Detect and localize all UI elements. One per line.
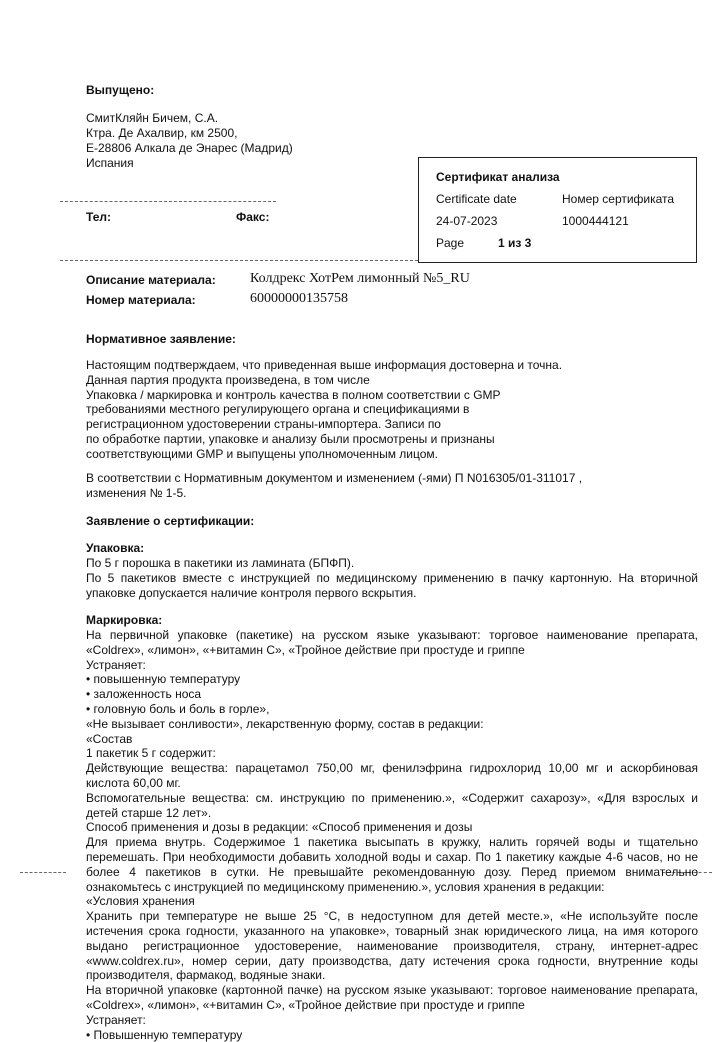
labeling-line: • головную боль и боль в горле»,	[86, 701, 270, 716]
separator-line	[60, 201, 276, 202]
labeling-line: • повышенную температуру	[86, 672, 241, 687]
normative-line: Данная партия продукта произведена, в том числе	[86, 372, 370, 387]
normative-body	[86, 358, 698, 462]
normative-document	[86, 471, 698, 501]
certificate-date-label: Certificate date	[436, 192, 517, 206]
normative-doc-line: В соответствии с Нормативным документом и изменением (-ями) П N016305/01-311017 ,	[86, 471, 583, 485]
issuer-address	[86, 111, 293, 171]
labeling-line: Действующие вещества: парацетамол 750,00 мг, фенилэфрина гидрохлорид 10,00 мг и аскорбиновая	[86, 761, 698, 776]
labeling-line: ознакомьтесь с инструкцией по медицинскому применению.», условия хранения в редакции:	[86, 879, 605, 894]
page-value: 1 из 3	[498, 236, 532, 250]
labeling-line: производителя, фармакод, водяные знаки.	[86, 968, 326, 983]
margin-mark	[20, 872, 66, 873]
labeling-line: «Условия хранения	[86, 894, 195, 909]
packaging-heading: Упаковка:	[86, 541, 145, 555]
normative-heading: Нормативное заявление:	[86, 332, 236, 346]
labeling-line: На вторичной упаковке (картонной пачке) на русском языке указывают: торговое наименование препарата,	[86, 983, 698, 998]
issuer-heading: Выпущено:	[86, 83, 155, 97]
fax-label: Факс:	[236, 210, 270, 224]
separator-line	[60, 260, 418, 261]
normative-line: соответствующими GMP и выпущены уполномоченным лицом.	[86, 446, 439, 461]
labeling-line: «Не вызывает сонливости», лекарственную форму, состав в редакции:	[86, 716, 484, 731]
packaging-line: упаковке допускается наличие контроля первого вскрытия.	[86, 585, 417, 600]
labeling-line: «Состав	[86, 731, 133, 746]
labeling-line: Устраняет:	[86, 1012, 146, 1027]
labeling-line: • Повышенную температуру	[86, 1027, 243, 1042]
issuer-line: Ктра. Де Ахалвир, км 2500,	[86, 126, 238, 140]
labeling-line: Хранить при температуре не выше 25 °С, в недоступном для детей месте.», «Не используйте после	[86, 909, 698, 924]
labeling-line: • заложенность носа	[86, 687, 202, 702]
labeling-line: кислота 60,00 мг.	[86, 775, 181, 790]
labeling-line: детей старше 12 лет».	[86, 805, 212, 820]
normative-line: Настоящим подтверждаем, что приведенная выше информация достоверна и точна.	[86, 358, 563, 372]
labeling-line: перемешать. При необходимости добавить холодной воды и сахар. По 1 пакетику каждые 4-6 часов, но не	[86, 849, 698, 864]
labeling-line: более 4 пакетиков в сутки. Не превышайте рекомендованную дозу. Перед приемом внимательно	[86, 864, 698, 879]
normative-doc-line: изменения № 1-5.	[86, 485, 187, 500]
material-description-value: Колдрекс ХотРем лимонный №5_RU	[250, 271, 470, 286]
certificate-title: Сертификат анализа	[436, 170, 560, 184]
material-number-label: Номер материала:	[86, 293, 196, 307]
packaging-body	[86, 556, 698, 600]
labeling-heading: Маркировка:	[86, 613, 163, 627]
issuer-line: СмитКляйн Бичем, С.А.	[86, 111, 219, 125]
labeling-body	[86, 628, 698, 1042]
labeling-line: Способ применения и дозы в редакции: «Способ применения и дозы	[86, 820, 473, 835]
certification-heading: Заявление о сертификации:	[86, 514, 255, 528]
issuer-line: E-28806 Алкала де Энарес (Мадрид)	[86, 141, 293, 155]
certificate-number-label: Номер сертификата	[562, 192, 675, 206]
labeling-line: На первичной упаковке (пакетике) на русском языке указывают: торговое наименование препарата,	[86, 628, 698, 642]
certificate-number-value: 1000444121	[562, 214, 629, 228]
issuer-line: Испания	[86, 156, 134, 170]
tel-label: Тел:	[86, 210, 112, 224]
labeling-line: «Coldrex», «лимон», «+витамин С», «Тройное действие при простуде и гриппе	[86, 642, 525, 657]
page-label: Page	[436, 236, 465, 250]
labeling-line: 1 пакетик 5 г содержит:	[86, 746, 216, 761]
labeling-line: истечения срока годности, указанного на упаковке», товарный знак юридического лица, на имя которого	[86, 923, 698, 938]
packaging-line: По 5 г порошка в пакетики из ламината (БПФП).	[86, 556, 355, 570]
material-description-label: Описание материала:	[86, 273, 216, 287]
certificate-box	[418, 157, 697, 263]
normative-line: регистрационном удостоверении страны-импортера. Записи по	[86, 417, 441, 432]
labeling-line: Вспомогательные вещества: см. инструкцию по применению.», «Содержит сахарозу», «Для взрослых и	[86, 790, 698, 805]
normative-line: по обработке партии, упаковке и анализу были просмотрены и признаны	[86, 431, 495, 446]
labeling-line: выдано регистрационное удостоверение, наименование производителя, страну, интернет-адрес	[86, 938, 698, 953]
packaging-line: По 5 пакетиков вместе с инструкцией по медицинскому применению в пачку картонную. На вторичной	[86, 570, 698, 585]
labeling-line: Для приема внутрь. Содержимое 1 пакетика высыпать в кружку, налить горячей воды и тщательно	[86, 835, 698, 850]
material-number-value: 60000000135758	[250, 291, 348, 306]
certificate-date-value: 24-07-2023	[436, 214, 498, 228]
normative-line: требованиями местного регулирующего органа и спецификациями в	[86, 402, 470, 417]
labeling-line: Устраняет:	[86, 657, 146, 672]
labeling-line: «Coldrex», «лимон», «+витамин С», «Тройное действие при простуде и гриппе	[86, 997, 525, 1012]
normative-line: Упаковка / маркировка и контроль качества в полном соответствии с GMP	[86, 387, 501, 402]
labeling-line: «www.coldrex.ru», номер серии, дату производства, дату истечения срока годности, внутренние коды	[86, 953, 698, 968]
